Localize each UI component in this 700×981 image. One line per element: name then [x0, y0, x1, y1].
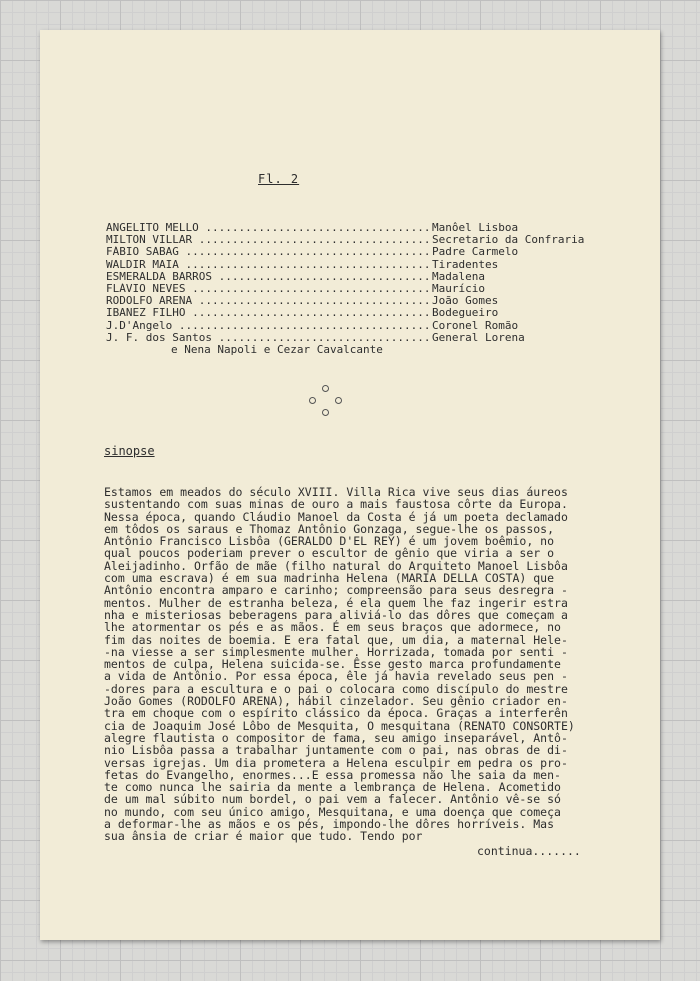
cast-role: Maurício [432, 282, 485, 296]
synopsis-line: Nessa época, quando Cláudio Manoel da Costa é já um poeta declamado [104, 509, 568, 524]
synopsis-line: no mundo, com seu único amigo, Mesquitana, e uma doença que começa [104, 804, 561, 819]
synopsis-line: mentos de culpa, Helena suicida-se. Êsse gesto marca profundamente [104, 657, 561, 672]
cast-role: Padre Carmelo [432, 245, 519, 259]
cast-actor: FÁBIO SABAG ..... [106, 246, 432, 258]
synopsis-line: em tôdos os saraus e Thomaz Antônio Gonzaga, segue-lhe os passos, [104, 521, 555, 536]
cast-row [106, 259, 584, 271]
synopsis-line: fetas do Evangelho, enormes...E essa promessa não lhe saia da men- [104, 767, 561, 782]
synopsis-title: sinopse [104, 444, 155, 458]
synopsis-line: qual poucos poderiam prever o escultor de gênio que viria a ser o [104, 546, 555, 561]
synopsis-line: tra em choque com o espírito clássico da época. Graças a interferên [104, 706, 568, 721]
synopsis-line: versas igrejas. Um dia prometera a Helena esculpir em pedra os pro- [104, 755, 568, 770]
synopsis-line: Estamos em meados do século XVIII. Villa Rica vive seus dias áureos [104, 485, 568, 499]
synopsis-line: nha e misteriosas beberagens para aliviá-lo das dôres que começam a [104, 607, 568, 622]
synopsis-line: -dores para a escultura e o pai o colocara como discípulo do mestre [104, 681, 568, 696]
synopsis-line: lhe atormentar os pés e as mãos. É em seus braços que adormece, no [104, 620, 561, 635]
cast-role: Coronel Romão [432, 318, 519, 332]
cast-list [106, 222, 584, 356]
synopsis-line: fim das noites de boemia. E era fatal que, um dia, a maternal Hele- [104, 632, 568, 647]
cast-row [106, 307, 584, 319]
ornament-dot [322, 409, 329, 416]
synopsis-line: com uma escrava) é em sua madrinha Helena (MARIA DELLA COSTA) que [104, 571, 555, 586]
synopsis-line: te como nunca lhe sairia da mente a lembrança de Helena. Acometido [104, 780, 561, 795]
synopsis-line: mentos. Mulher de estranha beleza, é ela quem lhe faz ingerir estra [104, 595, 568, 610]
ornament-dot [335, 397, 342, 404]
ornament-dot [322, 385, 329, 392]
cast-actor: ANGELITO MELLO ..... [106, 222, 432, 234]
typed-page [40, 30, 660, 940]
cast-role: Madalena [432, 269, 485, 283]
cast-role: General Lorena [432, 330, 525, 344]
synopsis-line: alegre flautista o compositor de fama, seu amigo inseparável, Antô- [104, 730, 568, 745]
cast-actor: MILTON VILLAR ..... [106, 234, 432, 246]
synopsis-line: -na viesse a ser simplesmente mulher. Horrizada, tomada por senti - [104, 644, 568, 659]
cast-extra: e Nena Napoli e Cezar Cavalcante [171, 343, 383, 357]
cast-row [106, 283, 584, 295]
synopsis-line: João Gomes (RODOLFO ARENA), hábil cinzelador. Seu gênio criador en- [104, 694, 568, 709]
cast-actor: ESMERALDA BARROS ..... [106, 271, 432, 283]
synopsis-line: a vida de Antônio. Por essa época, êle já havia revelado seus pen - [104, 669, 568, 684]
synopsis-line: a deformar-lhe as mãos e os pés, impondo-lhe dôres horríveis. Mas [104, 817, 555, 832]
ornament-dot [309, 397, 316, 404]
cast-role: Secretario da Confraria [432, 233, 585, 247]
cast-role: Tiradentes [432, 257, 499, 271]
cast-actor: RODOLFO ARENA ..... [106, 295, 432, 307]
cast-role: Bodegueiro [432, 306, 499, 320]
ornament-circles [306, 385, 346, 421]
cast-row [106, 246, 584, 258]
synopsis-line: sustentando com suas minas de ouro a mais faustosa côrte da Europa. [104, 497, 568, 512]
cast-row [106, 295, 584, 307]
cast-role: João Gomes [432, 294, 499, 308]
synopsis-line: de um mal súbito num bordel, o pai vem a falecer. Antônio vê-se só [104, 792, 561, 807]
synopsis-line: nio Lisbôa passa a trabalhar juntamente com o pai, nas obras de di- [104, 743, 568, 758]
cast-actor: WALDIR MAIA ..... [106, 259, 432, 271]
page-number: Fl. 2 [258, 172, 300, 186]
cast-actor: FLÁVIO NEVES ..... [106, 283, 432, 295]
synopsis-line: sua ânsia de criar é maior que tudo. Tendo por [104, 829, 423, 844]
cast-row [106, 271, 584, 283]
cast-actor: J. F. dos Santos ..... [106, 332, 432, 344]
cast-actor: J.D'Angelo ..... [106, 320, 432, 332]
synopsis-line: cia de Joaquim José Lôbo de Mesquita, O mesquitana (RENATO CONSORTE) [104, 718, 575, 733]
synopsis-text [104, 486, 604, 843]
synopsis-line: Antônio encontra amparo e carinho; compreensão para seus desregra - [104, 583, 568, 598]
cast-actor: IBANEZ FILHO ..... [106, 307, 432, 319]
synopsis-line: Aleijadinho. Orfão de mãe (filho natural do Arquiteto Manoel Lisbôa [104, 558, 568, 573]
cast-role: Manôel Lisboa [432, 221, 519, 234]
continua-label: continua....... [477, 844, 581, 858]
synopsis-line: Antônio Francisco Lisbôa (GERALDO D'EL REY) é um jovem boêmio, no [104, 534, 555, 549]
cast-row [106, 320, 584, 332]
